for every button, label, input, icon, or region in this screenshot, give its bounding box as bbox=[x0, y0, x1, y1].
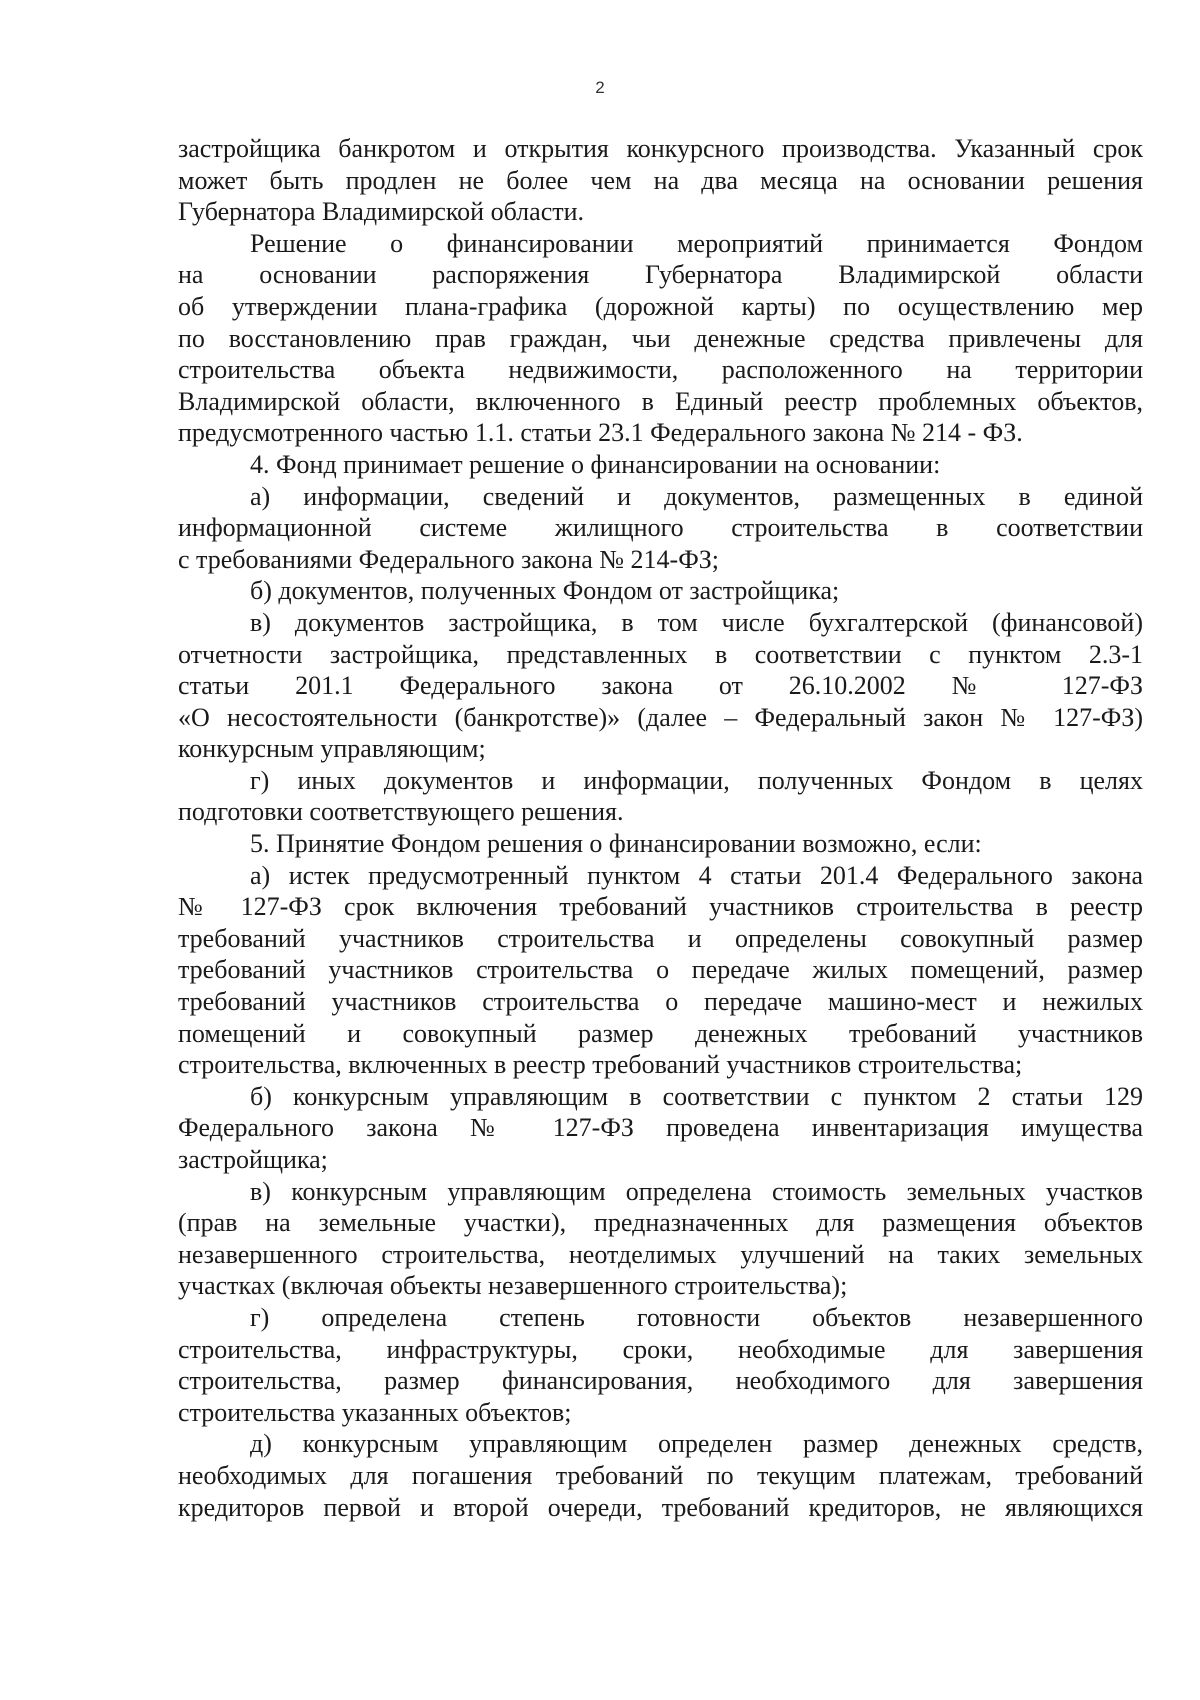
text-line: участках (включая объекты незавершенного строительства); bbox=[178, 1271, 848, 1301]
text-line: строительства указанных объектов; bbox=[178, 1397, 572, 1427]
text-line: подготовки соответствующего решения. bbox=[178, 797, 624, 827]
text-line: строительства, включенных в реестр требований участников строительства; bbox=[178, 1050, 1023, 1080]
text-line: на основании распоряжения Губернатора Владимирской области bbox=[178, 260, 1143, 290]
text-line: строительства, инфраструктуры, сроки, необходимые для завершения bbox=[178, 1334, 1143, 1364]
document-body bbox=[178, 133, 1143, 1523]
text-line: с требованиями Федерального закона № 214-ФЗ; bbox=[178, 544, 719, 574]
text-line: Решение о финансировании мероприятий принимается Фондом bbox=[250, 228, 1143, 258]
text-line: 4. Фонд принимает решение о финансировании на основании: bbox=[250, 449, 941, 479]
text-line: а) информации, сведений и документов, размещенных в единой bbox=[250, 481, 1143, 511]
text-line: г) иных документов и информации, полученных Фондом в целях bbox=[250, 765, 1143, 795]
text-line: б) конкурсным управляющим в соответствии с пунктом 2 статьи 129 bbox=[250, 1081, 1143, 1111]
text-line: необходимых для погашения требований по текущим платежам, требований bbox=[178, 1460, 1143, 1490]
text-line: помещений и совокупный размер денежных требований участников bbox=[178, 1018, 1143, 1048]
text-line: строительства, размер финансирования, необходимого для завершения bbox=[178, 1366, 1143, 1396]
text-line: кредиторов первой и второй очереди, требований кредиторов, не являющихся bbox=[178, 1492, 1143, 1522]
text-line: требований участников строительства и определены совокупный размер bbox=[178, 923, 1143, 953]
text-line: в) документов застройщика, в том числе бухгалтерской (финансовой) bbox=[250, 607, 1143, 637]
text-line: строительства объекта недвижимости, расположенного на территории bbox=[178, 355, 1143, 385]
text-line: об утверждении плана-графика (дорожной карты) по осуществлению мер bbox=[178, 291, 1143, 321]
text-line: д) конкурсным управляющим определен размер денежных средств, bbox=[250, 1429, 1143, 1459]
text-line: по восстановлению прав граждан, чьи денежные средства привлечены для bbox=[178, 323, 1143, 353]
text-line: предусмотренного частью 1.1. статьи 23.1 Федерального закона № 214 - ФЗ. bbox=[178, 418, 1023, 448]
text-line: (прав на земельные участки), предназначенных для размещения объектов bbox=[178, 1208, 1143, 1238]
text-line: может быть продлен не более чем на два месяца на основании решения bbox=[178, 165, 1143, 195]
page-number: 2 bbox=[595, 78, 605, 97]
text-line: а) истек предусмотренный пунктом 4 статьи 201.4 Федерального закона bbox=[250, 860, 1143, 890]
text-line: застройщика; bbox=[178, 1145, 328, 1174]
text-line: отчетности застройщика, представленных в соответствии с пунктом 2.3-1 bbox=[178, 639, 1143, 669]
text-line: «О несостоятельности (банкротстве)» (далее – Федеральный закон № 127-ФЗ) bbox=[178, 702, 1143, 732]
text-line: б) документов, полученных Фондом от застройщика; bbox=[250, 576, 840, 606]
text-line: № 127-ФЗ срок включения требований участников строительства в реестр bbox=[178, 892, 1143, 922]
text-line: 5. Принятие Фондом решения о финансировании возможно, если: bbox=[250, 829, 982, 859]
text-line: статьи 201.1 Федерального закона от 26.10.2002 № 127-ФЗ bbox=[178, 671, 1143, 701]
text-line: требований участников строительства о передаче жилых помещений, размер bbox=[178, 955, 1143, 985]
text-line: информационной системе жилищного строительства в соответствии bbox=[178, 513, 1143, 543]
text-line: конкурсным управляющим; bbox=[178, 734, 486, 764]
text-line: в) конкурсным управляющим определена стоимость земельных участков bbox=[250, 1176, 1143, 1206]
text-line: требований участников строительства о передаче машино-мест и нежилых bbox=[178, 987, 1143, 1017]
text-line: г) определена степень готовности объектов незавершенного bbox=[250, 1302, 1143, 1332]
text-line: застройщика банкротом и открытия конкурсного производства. Указанный срок bbox=[178, 134, 1143, 163]
text-line: Владимирской области, включенного в Единый реестр проблемных объектов, bbox=[178, 386, 1143, 416]
text-line: незавершенного строительства, неотделимых улучшений на таких земельных bbox=[178, 1239, 1143, 1269]
text-line: Федерального закона № 127-ФЗ проведена инвентаризация имущества bbox=[178, 1113, 1143, 1143]
text-line: Губернатора Владимирской области. bbox=[178, 197, 585, 227]
